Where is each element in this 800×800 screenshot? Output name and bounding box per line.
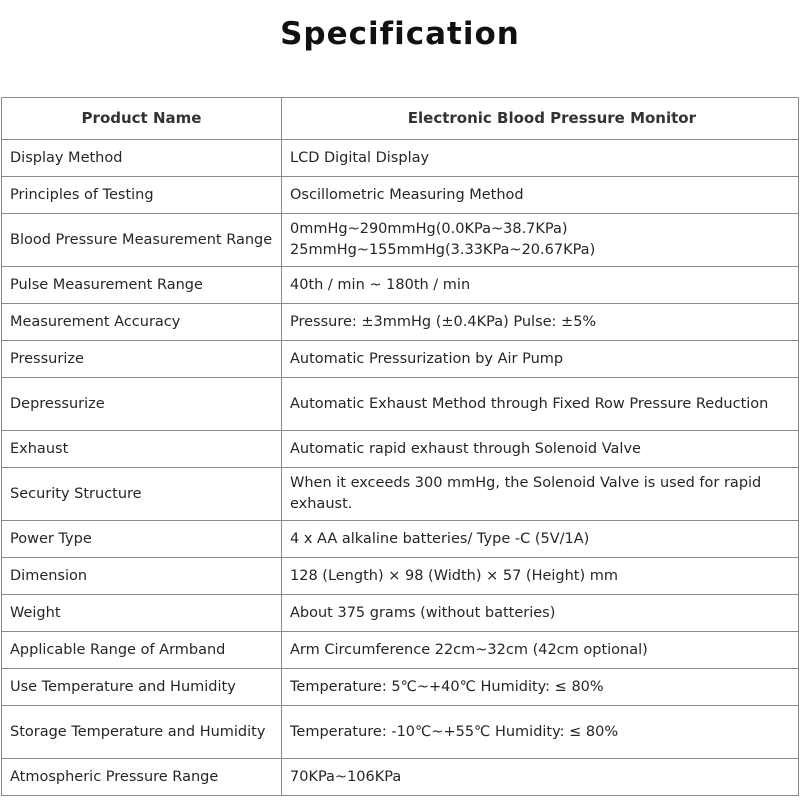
spec-label: Display Method [2,140,282,177]
spec-value: 40th / min ~ 180th / min [282,267,799,304]
spec-label: Pulse Measurement Range [2,267,282,304]
spec-value: When it exceeds 300 mmHg, the Solenoid Valve is used for rapid exhaust. [282,468,799,521]
spec-value: Pressure: ±3mmHg (±0.4KPa) Pulse: ±5% [282,304,799,341]
spec-value: 70KPa~106KPa [282,759,799,796]
spec-label: Use Temperature and Humidity [2,669,282,706]
page-title: Specification [280,16,520,52]
spec-label: Measurement Accuracy [2,304,282,341]
specification-table [1,97,799,796]
table-row [2,267,799,304]
spec-value: Automatic Exhaust Method through Fixed Row Pressure Reduction [282,378,799,431]
spec-value: 4 x AA alkaline batteries/ Type -C (5V/1A) [282,521,799,558]
table-body [2,140,799,796]
table-row [2,378,799,431]
spec-label: Depressurize [2,378,282,431]
spec-label: Atmospheric Pressure Range [2,759,282,796]
table-row [2,468,799,521]
table-row [2,177,799,214]
table-header-row [2,98,799,140]
table-row [2,558,799,595]
header-product-name: Product Name [2,98,282,140]
spec-value: Temperature: 5℃~+40℃ Humidity: ≤ 80% [282,669,799,706]
spec-label: Applicable Range of Armband [2,632,282,669]
table-row [2,669,799,706]
spec-value: About 375 grams (without batteries) [282,595,799,632]
table-row [2,521,799,558]
spec-value: Automatic rapid exhaust through Solenoid Valve [282,431,799,468]
table-row [2,759,799,796]
spec-value: Oscillometric Measuring Method [282,177,799,214]
spec-value: Automatic Pressurization by Air Pump [282,341,799,378]
header-product-value: Electronic Blood Pressure Monitor [282,98,799,140]
spec-value: 128 (Length) × 98 (Width) × 57 (Height) mm [282,558,799,595]
table-row [2,632,799,669]
table-row [2,431,799,468]
table-row [2,595,799,632]
spec-value: Temperature: -10℃~+55℃ Humidity: ≤ 80% [282,706,799,759]
spec-label: Security Structure [2,468,282,521]
spec-label: Power Type [2,521,282,558]
table-row [2,140,799,177]
spec-label: Principles of Testing [2,177,282,214]
spec-label: Storage Temperature and Humidity [2,706,282,759]
table-row [2,341,799,378]
spec-label: Weight [2,595,282,632]
spec-value: 0mmHg~290mmHg(0.0KPa~38.7KPa) 25mmHg~155mmHg(3.33KPa~20.67KPa) [282,214,799,267]
spec-label: Pressurize [2,341,282,378]
spec-value: LCD Digital Display [282,140,799,177]
table-row [2,214,799,267]
spec-value: Arm Circumference 22cm~32cm (42cm optional) [282,632,799,669]
spec-label: Blood Pressure Measurement Range [2,214,282,267]
table-row [2,304,799,341]
table-row [2,706,799,759]
spec-label: Dimension [2,558,282,595]
spec-label: Exhaust [2,431,282,468]
